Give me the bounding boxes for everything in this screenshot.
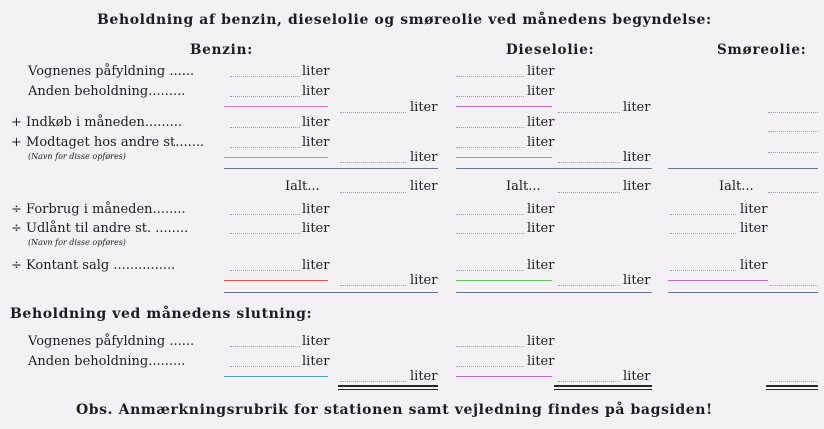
field-line[interactable] <box>456 76 524 77</box>
end-heading: Beholdning ved månedens slutning: <box>10 306 313 322</box>
field-line[interactable] <box>768 152 818 153</box>
unit-label: liter <box>527 64 555 79</box>
ialt-label-benzin: Ialt... <box>285 179 320 194</box>
field-line[interactable] <box>230 96 300 97</box>
double-total-line <box>554 385 652 387</box>
end-row-label-anden: Anden beholdning......... <box>28 354 186 369</box>
field-line[interactable] <box>558 162 620 163</box>
sum-line <box>668 280 768 281</box>
double-total-line <box>338 385 438 387</box>
sum-line <box>224 157 328 158</box>
field-line[interactable] <box>768 131 818 132</box>
double-total-line <box>554 389 652 390</box>
sum-line <box>456 280 552 281</box>
field-line[interactable] <box>558 112 620 113</box>
column-header-dieselolie: Dieselolie: <box>506 42 595 58</box>
unit-label: liter <box>302 135 330 150</box>
field-line[interactable] <box>340 381 406 382</box>
field-line[interactable] <box>770 285 818 286</box>
total-line <box>456 168 652 169</box>
unit-label: liter <box>527 115 555 130</box>
field-line[interactable] <box>768 192 818 193</box>
page-heading: Beholdning af benzin, dieselolie og smøreolie ved månedens begyndelse: <box>97 12 712 28</box>
sum-line <box>224 106 328 107</box>
total-line <box>224 168 438 169</box>
field-line[interactable] <box>230 76 300 77</box>
field-line[interactable] <box>670 214 736 215</box>
double-total-line <box>766 385 818 387</box>
field-line[interactable] <box>770 381 818 382</box>
column-header-smoreolie: Smøreolie: <box>717 42 807 58</box>
sum-line <box>456 376 552 377</box>
unit-label: liter <box>410 179 438 194</box>
unit-label: liter <box>740 258 768 273</box>
row-label-vognenes: Vognenes påfyldning ...... <box>28 64 195 79</box>
unit-label: liter <box>302 84 330 99</box>
field-line[interactable] <box>230 366 300 367</box>
field-line[interactable] <box>456 270 524 271</box>
field-line[interactable] <box>670 233 736 234</box>
row-label-forbrug: ÷ Forbrug i måneden........ <box>11 202 186 217</box>
total-line <box>456 292 652 293</box>
field-line[interactable] <box>340 162 406 163</box>
field-line[interactable] <box>558 192 620 193</box>
field-line[interactable] <box>768 112 818 113</box>
field-line[interactable] <box>230 127 300 128</box>
unit-label: liter <box>623 150 651 165</box>
unit-label: liter <box>302 354 330 369</box>
unit-label: liter <box>302 334 330 349</box>
field-line[interactable] <box>456 214 524 215</box>
total-line <box>668 292 818 293</box>
sum-line <box>456 106 552 107</box>
row-label-udlant: ÷ Udlånt til andre st. ........ <box>11 221 189 236</box>
unit-label: liter <box>410 100 438 115</box>
field-line[interactable] <box>340 192 406 193</box>
unit-label: liter <box>410 369 438 384</box>
double-total-line <box>338 389 438 390</box>
unit-label: liter <box>410 150 438 165</box>
sum-line <box>224 280 328 281</box>
unit-label: liter <box>410 273 438 288</box>
double-total-line <box>766 389 818 390</box>
unit-label: liter <box>527 221 555 236</box>
unit-label: liter <box>302 202 330 217</box>
unit-label: liter <box>302 64 330 79</box>
total-line <box>668 168 818 169</box>
row-label-kontant: ÷ Kontant salg ............... <box>11 258 176 273</box>
unit-label: liter <box>527 334 555 349</box>
ialt-label-smoreolie: Ialt... <box>719 179 754 194</box>
field-line[interactable] <box>456 366 524 367</box>
unit-label: liter <box>740 202 768 217</box>
column-header-benzin: Benzin: <box>190 42 254 58</box>
field-line[interactable] <box>670 270 736 271</box>
total-line <box>224 292 438 293</box>
row-note-modtaget: (Navn for disse opføres) <box>28 152 126 161</box>
field-line[interactable] <box>230 346 300 347</box>
unit-label: liter <box>623 369 651 384</box>
field-line[interactable] <box>230 214 300 215</box>
ialt-label-diesel: Ialt... <box>506 179 541 194</box>
row-label-modtaget: + Modtaget hos andre st....... <box>11 135 205 150</box>
field-line[interactable] <box>230 147 300 148</box>
unit-label: liter <box>623 273 651 288</box>
field-line[interactable] <box>558 381 620 382</box>
unit-label: liter <box>527 202 555 217</box>
unit-label: liter <box>527 354 555 369</box>
row-label-anden: Anden beholdning......... <box>28 84 186 99</box>
field-line[interactable] <box>230 270 300 271</box>
row-note-udlant: (Navn for disse opføres) <box>28 238 126 247</box>
unit-label: liter <box>623 179 651 194</box>
end-row-label-vognenes: Vognenes påfyldning ...... <box>28 334 195 349</box>
sum-line <box>224 376 328 377</box>
unit-label: liter <box>527 135 555 150</box>
unit-label: liter <box>302 258 330 273</box>
field-line[interactable] <box>456 127 524 128</box>
field-line[interactable] <box>456 233 524 234</box>
unit-label: liter <box>740 221 768 236</box>
field-line[interactable] <box>230 233 300 234</box>
footer-note: Obs. Anmærkningsrubrik for stationen samt vejledning findes på bagsiden! <box>76 402 713 418</box>
unit-label: liter <box>527 84 555 99</box>
field-line[interactable] <box>456 96 524 97</box>
field-line[interactable] <box>456 147 524 148</box>
row-label-indkob: + Indkøb i måneden......... <box>11 115 183 130</box>
unit-label: liter <box>623 100 651 115</box>
field-line[interactable] <box>558 285 620 286</box>
unit-label: liter <box>527 258 555 273</box>
sum-line <box>456 157 552 158</box>
field-line[interactable] <box>340 112 406 113</box>
unit-label: liter <box>302 221 330 236</box>
unit-label: liter <box>302 115 330 130</box>
field-line[interactable] <box>456 346 524 347</box>
field-line[interactable] <box>340 285 406 286</box>
